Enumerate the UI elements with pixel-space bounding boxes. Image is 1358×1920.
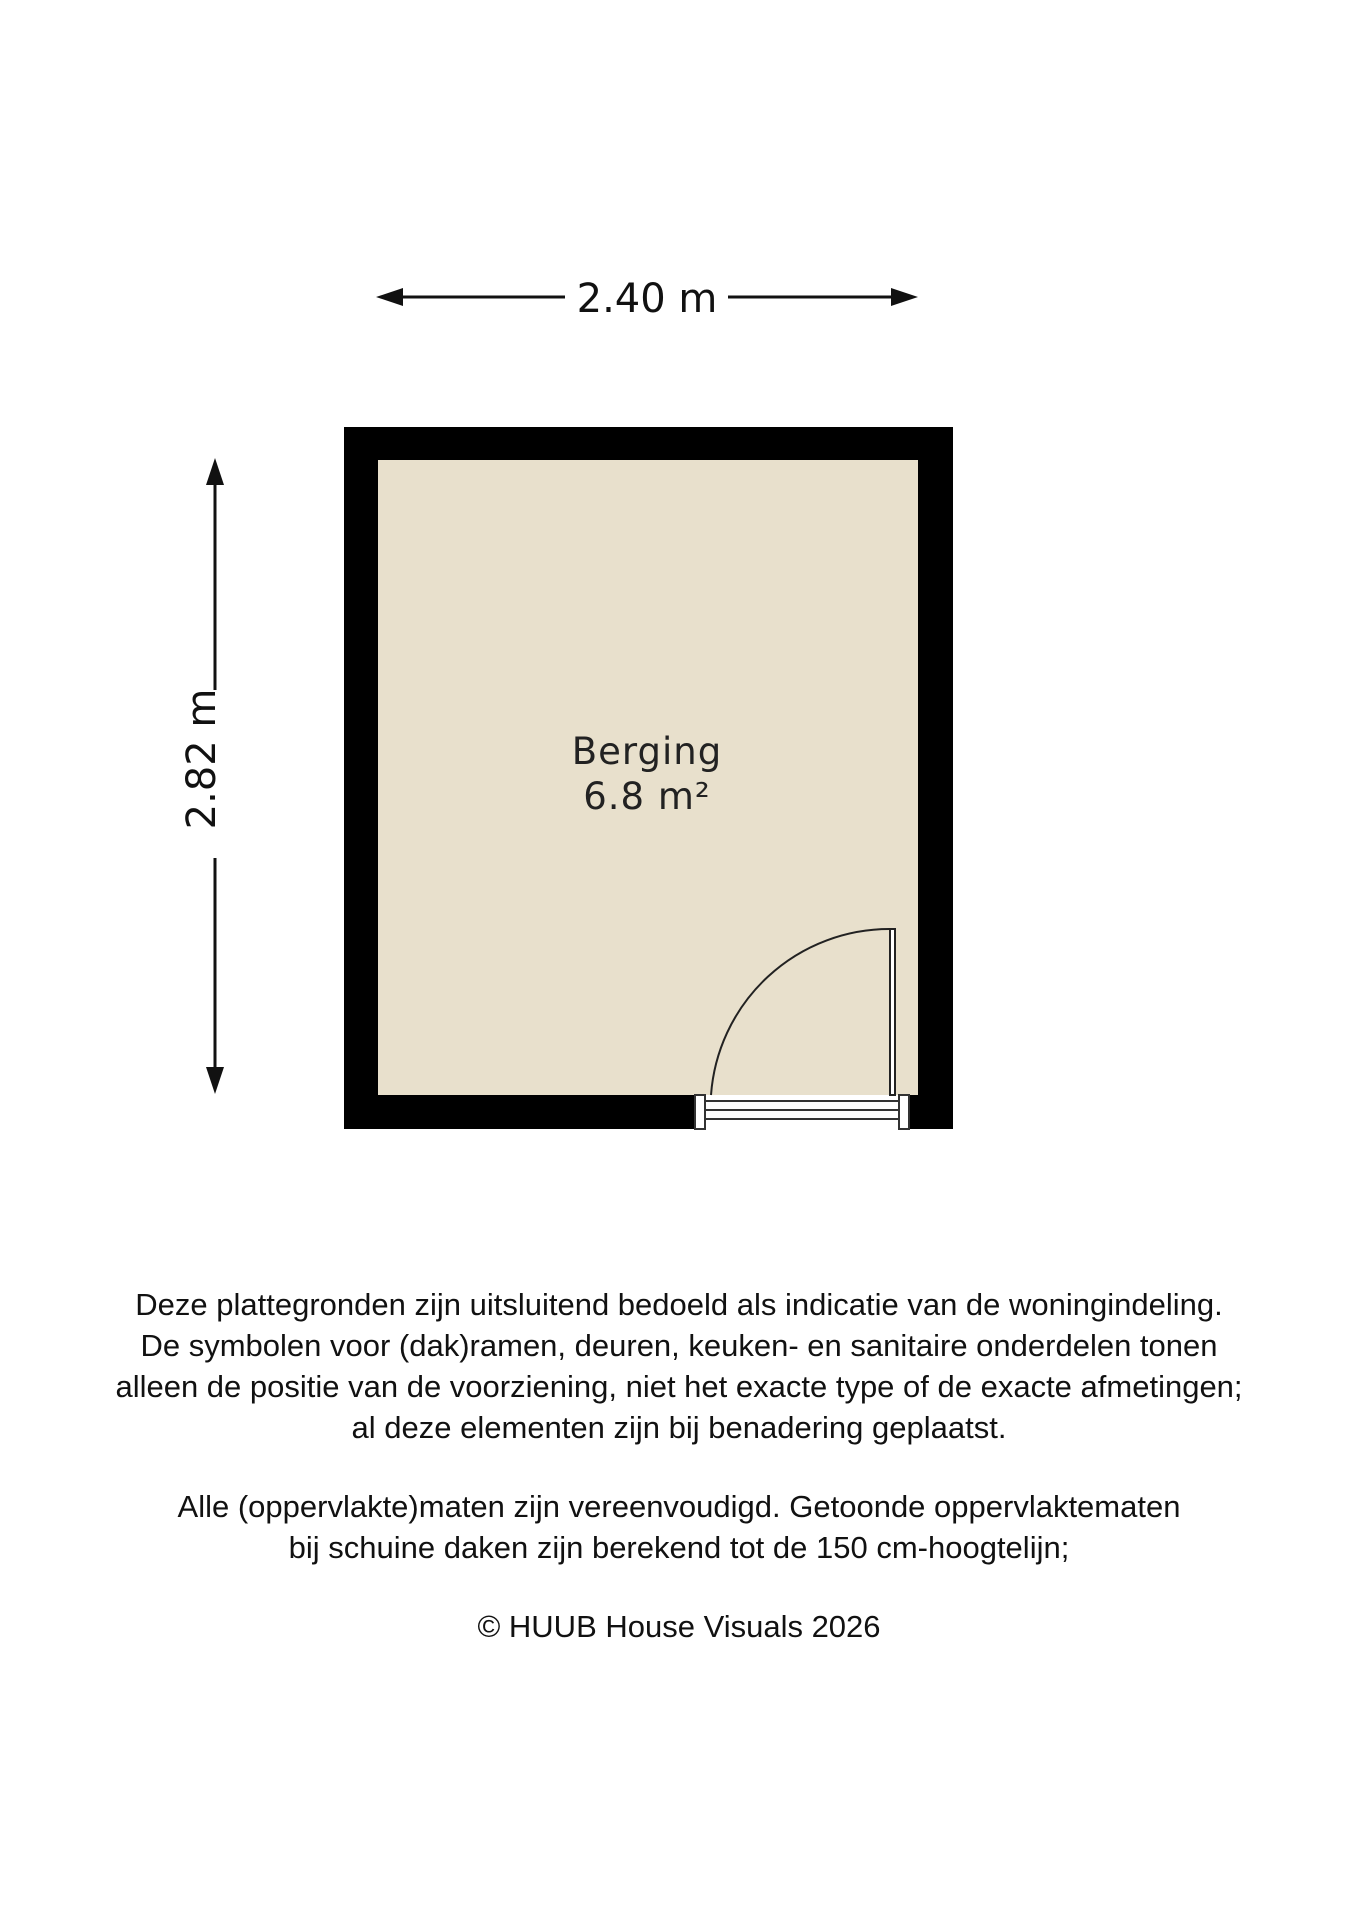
height-arrow-bottom-head [206,1067,224,1094]
paragraph-gap [0,1448,1358,1486]
disclaimer-line: bij schuine daken zijn berekend tot de 150 cm-hoogtelijn; [288,1530,1070,1565]
width-dimension [376,276,918,322]
copyright: © HUUB House Visuals 2026 [477,1609,881,1644]
paragraph-gap [0,1568,1358,1606]
disclaimer-line: al deze elementen zijn bij benadering geplaatst. [351,1410,1007,1445]
disclaimer-line: De symbolen voor (dak)ramen, deuren, keuken- en sanitaire onderdelen tonen [140,1328,1218,1363]
room-area: 6.8 m² [583,775,711,818]
disclaimer-line: Deze plattegronden zijn uitsluitend bedoeld als indicatie van de woningindeling. [135,1287,1223,1322]
height-label: 2.82 m [179,688,225,830]
door-jamb-right [899,1095,909,1129]
width-arrow-left-head [376,288,403,306]
width-label: 2.40 m [576,276,718,322]
door-jamb-left [695,1095,705,1129]
room-name: Berging [571,730,723,773]
disclaimer-line: Alle (oppervlakte)maten zijn vereenvoudigd. Getoonde oppervlaktematen [177,1489,1181,1524]
height-arrow-top-head [206,458,224,485]
disclaimer-text [0,1284,1358,1647]
width-arrow-right-head [891,288,918,306]
disclaimer-line: alleen de positie van de voorziening, niet het exacte type of de exacte afmetingen; [115,1369,1243,1404]
height-dimension [179,458,225,1094]
door-leaf [890,929,895,1095]
room-berging [344,427,953,1129]
